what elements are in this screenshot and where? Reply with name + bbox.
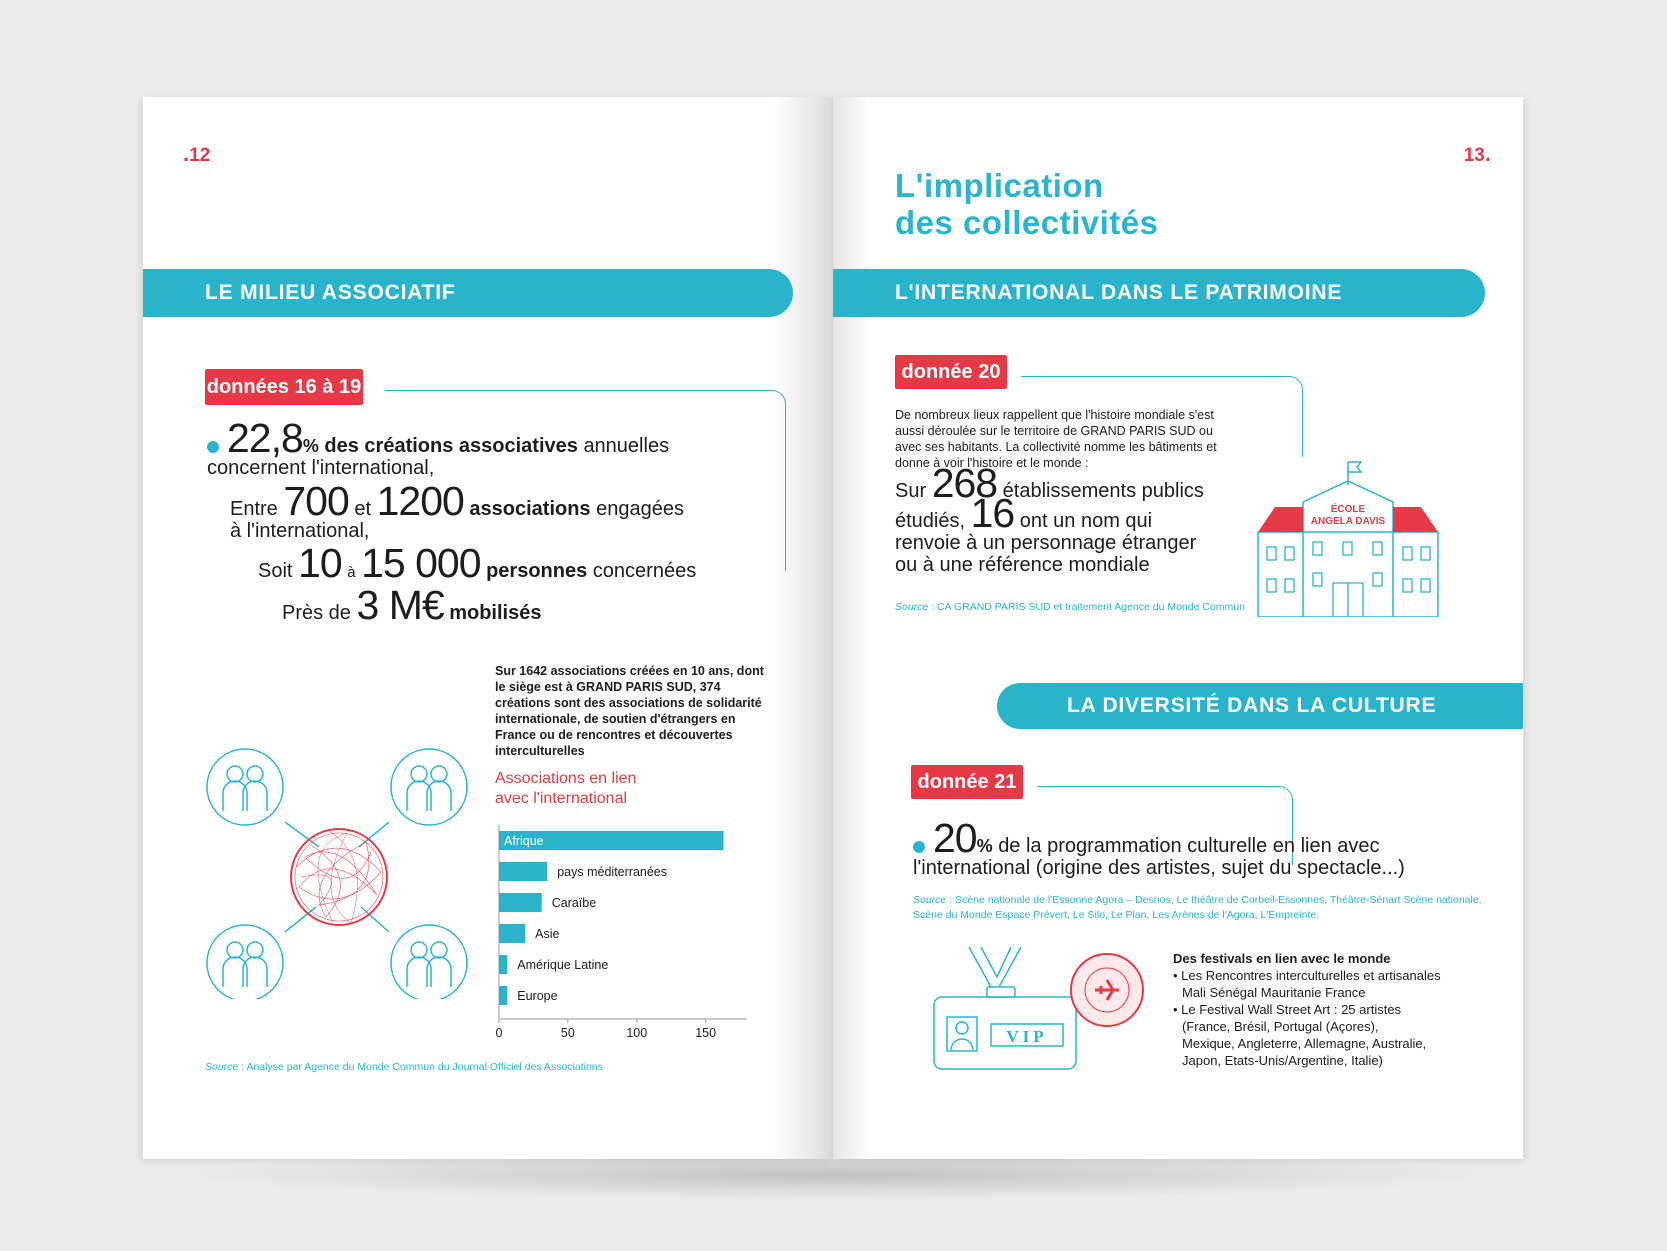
stat-personnes: Soit 10 à 15 000 personnes concernées [258, 540, 697, 586]
bar-1 [499, 862, 547, 881]
bar-label-0: Afrique [504, 834, 544, 848]
bar-2 [499, 893, 542, 912]
list-item-continued: (France, Brésil, Portugal (Açores), [1182, 1019, 1379, 1034]
x-tick-label-1: 50 [560, 1026, 575, 1040]
vip-label: VIP [1006, 1027, 1048, 1046]
page-title: L'implication des collectivités [895, 167, 1159, 241]
x-tick-label-2: 100 [626, 1026, 648, 1040]
list-item-continued: Japon, Etats-Unis/Argentine, Italie) [1182, 1053, 1383, 1068]
list-item: • Les Rencontres interculturelles et artisanales [1173, 968, 1441, 983]
x-tick-label-3: 150 [695, 1026, 717, 1040]
x-tick-label-0: 0 [495, 1026, 503, 1040]
bar-label-2: Caraïbe [551, 896, 597, 910]
festivals-title: Des festivals en lien avec le monde [1173, 951, 1391, 966]
flag-icon [1348, 462, 1361, 472]
bar-label-5: Europe [517, 989, 558, 1003]
windows [1267, 542, 1430, 617]
source-note-culture: Source : Scène nationale de l'Essonne Agora – Desnos, Le théâtre de Corbeil-Essonnes, Théâtre-Sénart Scène nationale, Scène du Monde Espace Prévert, Le Silo, Le Plan, Les Arènes de l'Agora, L'Empreinte. [913, 894, 1482, 921]
school-sign-line-1: ÉCOLE [1330, 504, 1366, 515]
data-tag-21: donnée 21 [911, 765, 1023, 799]
lanyard [969, 947, 1021, 987]
bullet-dot [913, 841, 925, 853]
data-tag: données 16 à 19 [205, 369, 363, 405]
gutter-shade [773, 97, 833, 1159]
school-sign-line-2: ANGELA DAVIS [1310, 516, 1386, 527]
bar-5 [499, 986, 507, 1005]
bar-3 [499, 924, 525, 943]
stat-22-8: 22,8% des créations associatives annuelles concernent l'international, [207, 415, 670, 479]
connector-line [361, 907, 389, 932]
gutter-shade [833, 97, 873, 1159]
source-note-left: Source : Analyse par Agence du Monde Commun du Journal Officiel des Associations [205, 1061, 603, 1073]
stat-millions: Près de 3 M€ mobilisés [282, 582, 542, 628]
patrimoine-paragraph: De nombreux lieux rappellent que l'histoire mondiale s'est aussi déroulée sur le territoire de GRAND PARIS SUD ou avec ses habitants. La collectivité nomme les bâtiments et donne à voir l'histoire et le monde : [895, 408, 1217, 470]
bar-chart [487, 817, 763, 1045]
people-icon [207, 925, 283, 999]
school-building-illustration [1253, 457, 1443, 617]
network-illustration [201, 727, 473, 999]
festival-stamp-icon [1071, 954, 1143, 1026]
section-band-culture: LA DIVERSITÉ DANS LA CULTURE [997, 683, 1523, 729]
bar-label-3: Asie [535, 927, 560, 941]
vip-badge-illustration [929, 942, 1151, 1072]
roof-left [1258, 507, 1303, 532]
left-page [143, 97, 833, 1159]
bar-4 [499, 955, 507, 974]
page-number-right: 13. [1463, 141, 1491, 166]
roof-right [1393, 507, 1438, 532]
stat-associations: Entre 700 et 1200 associations engagées à l'international, [230, 478, 684, 542]
stat-20-percent: 20% de la programmation culturelle en lien avec l'international (origine des artistes, sujet du spectacle...) [913, 815, 1405, 879]
associations-paragraph: Sur 1642 associations créées en 10 ans, dont le siège est à GRAND PARIS SUD, 374 créations sont des associations de solidarité internationale, de soutien d'étrangers en France ou de rencontres et découvertes interculturelles [495, 664, 764, 758]
people-icon [391, 925, 467, 999]
bar-label-1: pays méditerranées [557, 865, 668, 879]
right-page [833, 97, 1523, 1159]
globe-scribble-icon [291, 829, 387, 925]
chart-heading: Associations en lien avec l'international [495, 770, 637, 807]
section-band-milieu-associatif: LE MILIEU ASSOCIATIF [143, 269, 793, 317]
festivals-list [1173, 950, 1493, 1069]
data-tag-20: donnée 20 [895, 355, 1007, 389]
list-item: • Le Festival Wall Street Art : 25 artistes [1173, 1002, 1402, 1017]
source-note-patrimoine: Source : CA GRAND PARIS SUD et traitement Agence du Monde Commun [895, 601, 1245, 613]
list-item-continued: Mali Sénégal Mauritanie France [1182, 985, 1366, 1000]
badge-card [934, 997, 1076, 1069]
stat-etablissements: Sur 268 établissements publics étudiés, 16 ont un nom qui renvoie à un personnage étranger ou à une référence mondiale [895, 460, 1204, 576]
list-item-continued: Mexique, Angleterre, Allemagne, Australie, [1182, 1036, 1427, 1051]
people-icon [207, 749, 283, 825]
connector-line [285, 822, 319, 847]
bullet-dot [207, 441, 219, 453]
page-number-left: .12 [183, 141, 211, 166]
section-band-patrimoine: L'INTERNATIONAL DANS LE PATRIMOINE [833, 269, 1485, 317]
bar-label-4: Amérique Latine [517, 958, 609, 972]
people-icon [391, 749, 467, 825]
